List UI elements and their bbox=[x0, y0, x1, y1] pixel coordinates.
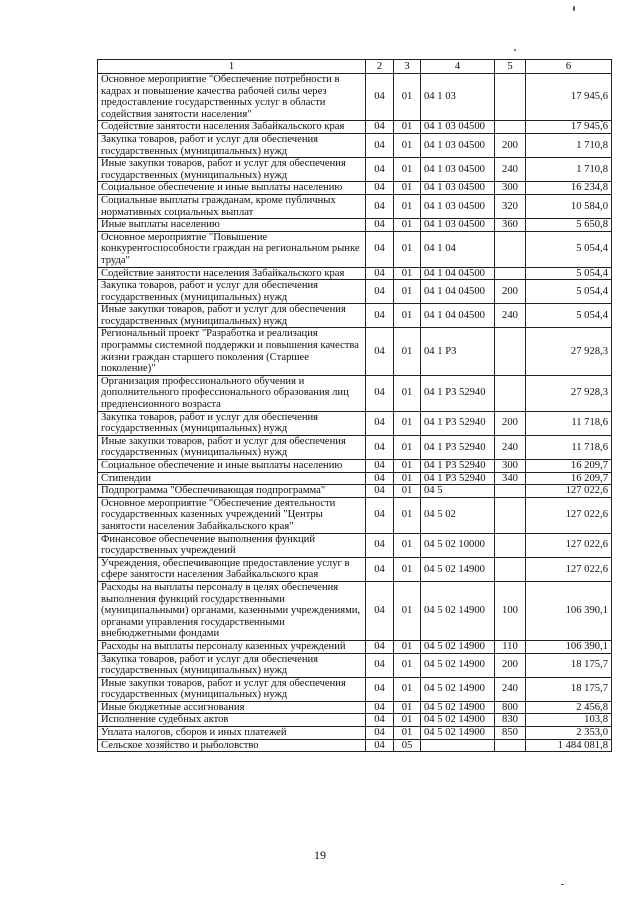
row-expense-type: 320 bbox=[495, 194, 526, 218]
row-expense-type bbox=[495, 533, 526, 557]
table-row bbox=[98, 133, 612, 157]
row-expense-type bbox=[495, 267, 526, 280]
table-row bbox=[98, 74, 612, 121]
row-amount: 18 175,7 bbox=[526, 677, 612, 701]
row-subsection: 01 bbox=[394, 727, 421, 740]
row-subsection: 01 bbox=[394, 460, 421, 473]
header-col-1: 1 bbox=[98, 60, 366, 74]
row-expense-type bbox=[495, 739, 526, 752]
row-name: Иные закупки товаров, работ и услуг для обеспечения государственных (муниципальных) нужд bbox=[98, 435, 366, 459]
scan-speck bbox=[573, 6, 575, 11]
row-subsection: 01 bbox=[394, 267, 421, 280]
row-amount: 1 710,8 bbox=[526, 158, 612, 182]
row-name: Региональный проект "Разработка и реализация программы системной поддержки и повышения качества жизни граждан старшего поколения (Старшее поколение)" bbox=[98, 328, 366, 375]
table-row bbox=[98, 219, 612, 232]
row-target-article: 04 1 04 bbox=[421, 231, 495, 267]
row-name: Расходы на выплаты персоналу в целях обеспечения выполнения функций государственными (муниципальными) органами, казенными учреждениями, органами управления государственными внебюджетными фондами bbox=[98, 581, 366, 640]
row-target-article: 04 1 03 bbox=[421, 74, 495, 121]
row-subsection: 01 bbox=[394, 304, 421, 328]
table-row bbox=[98, 485, 612, 498]
row-target-article: 04 1 P3 52940 bbox=[421, 375, 495, 411]
row-target-article: 04 1 03 04500 bbox=[421, 133, 495, 157]
row-name: Организация профессионального обучения и дополнительного профессионального образования лиц предпенсионного возраста bbox=[98, 375, 366, 411]
row-subsection: 01 bbox=[394, 701, 421, 714]
row-name: Закупка товаров, работ и услуг для обеспечения государственных (муниципальных) нужд bbox=[98, 653, 366, 677]
row-amount: 5 054,4 bbox=[526, 304, 612, 328]
row-subsection: 01 bbox=[394, 497, 421, 533]
row-amount: 5 054,4 bbox=[526, 267, 612, 280]
row-target-article: 04 1 P3 bbox=[421, 328, 495, 375]
table-row bbox=[98, 158, 612, 182]
row-expense-type: 200 bbox=[495, 280, 526, 304]
row-amount: 5 054,4 bbox=[526, 231, 612, 267]
table-row bbox=[98, 182, 612, 195]
table-row bbox=[98, 375, 612, 411]
table-row bbox=[98, 194, 612, 218]
row-target-article: 04 5 02 14900 bbox=[421, 677, 495, 701]
row-subsection: 01 bbox=[394, 485, 421, 498]
row-expense-type bbox=[495, 497, 526, 533]
row-subsection: 01 bbox=[394, 219, 421, 232]
row-name: Социальные выплаты гражданам, кроме публичных нормативных социальных выплат bbox=[98, 194, 366, 218]
row-amount: 11 718,6 bbox=[526, 411, 612, 435]
table-row bbox=[98, 557, 612, 581]
table-row bbox=[98, 304, 612, 328]
budget-table bbox=[97, 59, 612, 752]
row-amount: 10 584,0 bbox=[526, 194, 612, 218]
row-expense-type: 200 bbox=[495, 133, 526, 157]
table-row bbox=[98, 435, 612, 459]
table-row bbox=[98, 653, 612, 677]
row-subsection: 01 bbox=[394, 133, 421, 157]
row-expense-type: 100 bbox=[495, 581, 526, 640]
row-expense-type: 200 bbox=[495, 411, 526, 435]
row-expense-type: 800 bbox=[495, 701, 526, 714]
row-subsection: 01 bbox=[394, 121, 421, 134]
row-expense-type bbox=[495, 375, 526, 411]
row-expense-type bbox=[495, 485, 526, 498]
row-section: 04 bbox=[366, 653, 394, 677]
row-name: Финансовое обеспечение выполнения функций государственных учреждений bbox=[98, 533, 366, 557]
row-section: 04 bbox=[366, 280, 394, 304]
row-section: 04 bbox=[366, 182, 394, 195]
row-name: Социальное обеспечение и иные выплаты населению bbox=[98, 182, 366, 195]
row-target-article: 04 5 bbox=[421, 485, 495, 498]
row-target-article: 04 1 P3 52940 bbox=[421, 435, 495, 459]
row-name: Исполнение судебных актов bbox=[98, 714, 366, 727]
table-row bbox=[98, 727, 612, 740]
row-subsection: 01 bbox=[394, 411, 421, 435]
row-target-article: 04 1 P3 52940 bbox=[421, 411, 495, 435]
table-row bbox=[98, 739, 612, 752]
header-col-6: 6 bbox=[526, 60, 612, 74]
row-subsection: 01 bbox=[394, 231, 421, 267]
row-target-article: 04 5 02 14900 bbox=[421, 727, 495, 740]
row-target-article: 04 1 04 04500 bbox=[421, 267, 495, 280]
row-amount: 27 928,3 bbox=[526, 328, 612, 375]
row-target-article: 04 5 02 14900 bbox=[421, 640, 495, 653]
table-row bbox=[98, 267, 612, 280]
row-target-article: 04 5 02 bbox=[421, 497, 495, 533]
row-name: Уплата налогов, сборов и иных платежей bbox=[98, 727, 366, 740]
row-name: Основное мероприятие "Обеспечение деятельности государственных казенных учреждений "Центры занятости населения Забайкальского края" bbox=[98, 497, 366, 533]
row-name: Основное мероприятие "Обеспечение потребности в кадрах и повышение качества рабочей силы через предоставление государственных услуг в области содействия занятости населения" bbox=[98, 74, 366, 121]
row-section: 04 bbox=[366, 701, 394, 714]
row-name: Иные бюджетные ассигнования bbox=[98, 701, 366, 714]
row-target-article: 04 5 02 14900 bbox=[421, 557, 495, 581]
row-name: Учреждения, обеспечивающие предоставление услуг в сфере занятости населения Забайкальского края bbox=[98, 557, 366, 581]
row-expense-type bbox=[495, 231, 526, 267]
row-target-article: 04 1 P3 52940 bbox=[421, 472, 495, 485]
row-subsection: 01 bbox=[394, 435, 421, 459]
table-row bbox=[98, 411, 612, 435]
table-row bbox=[98, 714, 612, 727]
header-col-2: 2 bbox=[366, 60, 394, 74]
row-name: Иные закупки товаров, работ и услуг для обеспечения государственных (муниципальных) нужд bbox=[98, 304, 366, 328]
row-expense-type: 300 bbox=[495, 460, 526, 473]
row-subsection: 01 bbox=[394, 677, 421, 701]
row-subsection: 05 bbox=[394, 739, 421, 752]
row-target-article: 04 1 04 04500 bbox=[421, 304, 495, 328]
row-amount: 27 928,3 bbox=[526, 375, 612, 411]
header-col-4: 4 bbox=[421, 60, 495, 74]
row-name: Закупка товаров, работ и услуг для обеспечения государственных (муниципальных) нужд bbox=[98, 133, 366, 157]
row-expense-type: 240 bbox=[495, 158, 526, 182]
table-header-row bbox=[98, 60, 612, 74]
row-name: Иные выплаты населению bbox=[98, 219, 366, 232]
row-target-article: 04 5 02 14900 bbox=[421, 714, 495, 727]
row-subsection: 01 bbox=[394, 581, 421, 640]
scan-speck bbox=[561, 884, 564, 885]
row-subsection: 01 bbox=[394, 375, 421, 411]
row-amount: 17 945,6 bbox=[526, 121, 612, 134]
row-subsection: 01 bbox=[394, 472, 421, 485]
row-amount: 16 234,8 bbox=[526, 182, 612, 195]
row-name: Содействие занятости населения Забайкальского края bbox=[98, 267, 366, 280]
row-subsection: 01 bbox=[394, 280, 421, 304]
row-section: 04 bbox=[366, 677, 394, 701]
row-amount: 127 022,6 bbox=[526, 497, 612, 533]
table-row bbox=[98, 328, 612, 375]
row-section: 04 bbox=[366, 557, 394, 581]
row-amount: 106 390,1 bbox=[526, 640, 612, 653]
table-row bbox=[98, 231, 612, 267]
table-row bbox=[98, 640, 612, 653]
row-section: 04 bbox=[366, 328, 394, 375]
row-expense-type bbox=[495, 121, 526, 134]
row-expense-type: 360 bbox=[495, 219, 526, 232]
row-expense-type: 340 bbox=[495, 472, 526, 485]
row-expense-type bbox=[495, 74, 526, 121]
row-target-article: 04 1 03 04500 bbox=[421, 194, 495, 218]
row-section: 04 bbox=[366, 74, 394, 121]
row-target-article: 04 1 03 04500 bbox=[421, 158, 495, 182]
row-name: Сельское хозяйство и рыболовство bbox=[98, 739, 366, 752]
row-subsection: 01 bbox=[394, 653, 421, 677]
table-row bbox=[98, 497, 612, 533]
row-expense-type: 240 bbox=[495, 304, 526, 328]
row-section: 04 bbox=[366, 739, 394, 752]
row-target-article: 04 5 02 14900 bbox=[421, 653, 495, 677]
row-amount: 5 054,4 bbox=[526, 280, 612, 304]
row-amount: 1 484 081,8 bbox=[526, 739, 612, 752]
row-amount: 106 390,1 bbox=[526, 581, 612, 640]
row-expense-type: 300 bbox=[495, 182, 526, 195]
row-section: 04 bbox=[366, 158, 394, 182]
row-name: Закупка товаров, работ и услуг для обеспечения государственных (муниципальных) нужд bbox=[98, 411, 366, 435]
row-amount: 16 209,7 bbox=[526, 460, 612, 473]
row-name: Иные закупки товаров, работ и услуг для обеспечения государственных (муниципальных) нужд bbox=[98, 677, 366, 701]
row-section: 04 bbox=[366, 219, 394, 232]
row-subsection: 01 bbox=[394, 557, 421, 581]
row-name: Стипендии bbox=[98, 472, 366, 485]
row-section: 04 bbox=[366, 460, 394, 473]
row-amount: 11 718,6 bbox=[526, 435, 612, 459]
row-expense-type: 240 bbox=[495, 677, 526, 701]
row-amount: 127 022,6 bbox=[526, 533, 612, 557]
row-section: 04 bbox=[366, 121, 394, 134]
row-amount: 127 022,6 bbox=[526, 485, 612, 498]
row-section: 04 bbox=[366, 231, 394, 267]
row-subsection: 01 bbox=[394, 182, 421, 195]
header-col-5: 5 bbox=[495, 60, 526, 74]
row-subsection: 01 bbox=[394, 714, 421, 727]
row-amount: 17 945,6 bbox=[526, 74, 612, 121]
table-row bbox=[98, 280, 612, 304]
row-name: Расходы на выплаты персоналу казенных учреждений bbox=[98, 640, 366, 653]
row-amount: 2 456,8 bbox=[526, 701, 612, 714]
table-row bbox=[98, 121, 612, 134]
row-expense-type: 110 bbox=[495, 640, 526, 653]
row-amount: 18 175,7 bbox=[526, 653, 612, 677]
header-col-3: 3 bbox=[394, 60, 421, 74]
table-row bbox=[98, 460, 612, 473]
row-expense-type: 830 bbox=[495, 714, 526, 727]
row-subsection: 01 bbox=[394, 158, 421, 182]
row-amount: 2 353,0 bbox=[526, 727, 612, 740]
row-target-article: 04 5 02 14900 bbox=[421, 701, 495, 714]
row-section: 04 bbox=[366, 375, 394, 411]
row-expense-type bbox=[495, 557, 526, 581]
row-subsection: 01 bbox=[394, 533, 421, 557]
row-target-article: 04 1 P3 52940 bbox=[421, 460, 495, 473]
row-expense-type: 240 bbox=[495, 435, 526, 459]
row-name: Закупка товаров, работ и услуг для обеспечения государственных (муниципальных) нужд bbox=[98, 280, 366, 304]
row-amount: 5 650,8 bbox=[526, 219, 612, 232]
row-target-article: 04 5 02 14900 bbox=[421, 581, 495, 640]
page-number: 19 bbox=[314, 848, 326, 862]
table-row bbox=[98, 581, 612, 640]
row-expense-type bbox=[495, 328, 526, 375]
row-subsection: 01 bbox=[394, 194, 421, 218]
row-target-article: 04 5 02 10000 bbox=[421, 533, 495, 557]
row-section: 04 bbox=[366, 714, 394, 727]
table-row bbox=[98, 533, 612, 557]
row-section: 04 bbox=[366, 497, 394, 533]
row-section: 04 bbox=[366, 581, 394, 640]
row-section: 04 bbox=[366, 133, 394, 157]
row-section: 04 bbox=[366, 485, 394, 498]
row-amount: 16 209,7 bbox=[526, 472, 612, 485]
table-row bbox=[98, 677, 612, 701]
table-row bbox=[98, 701, 612, 714]
scan-speck bbox=[514, 49, 516, 51]
row-section: 04 bbox=[366, 435, 394, 459]
row-section: 04 bbox=[366, 727, 394, 740]
row-name: Содействие занятости населения Забайкальского края bbox=[98, 121, 366, 134]
row-subsection: 01 bbox=[394, 74, 421, 121]
row-section: 04 bbox=[366, 472, 394, 485]
row-target-article: 04 1 04 04500 bbox=[421, 280, 495, 304]
row-name: Иные закупки товаров, работ и услуг для обеспечения государственных (муниципальных) нужд bbox=[98, 158, 366, 182]
row-target-article bbox=[421, 739, 495, 752]
row-section: 04 bbox=[366, 194, 394, 218]
row-section: 04 bbox=[366, 411, 394, 435]
table-row bbox=[98, 472, 612, 485]
row-amount: 1 710,8 bbox=[526, 133, 612, 157]
row-amount: 103,8 bbox=[526, 714, 612, 727]
row-target-article: 04 1 03 04500 bbox=[421, 121, 495, 134]
row-subsection: 01 bbox=[394, 640, 421, 653]
row-target-article: 04 1 03 04500 bbox=[421, 182, 495, 195]
row-section: 04 bbox=[366, 267, 394, 280]
row-name: Основное мероприятие "Повышение конкурентоспособности граждан на региональном рынке труда" bbox=[98, 231, 366, 267]
row-section: 04 bbox=[366, 533, 394, 557]
row-name: Социальное обеспечение и иные выплаты населению bbox=[98, 460, 366, 473]
row-expense-type: 850 bbox=[495, 727, 526, 740]
row-name: Подпрограмма "Обеспечивающая подпрограмма" bbox=[98, 485, 366, 498]
row-expense-type: 200 bbox=[495, 653, 526, 677]
row-target-article: 04 1 03 04500 bbox=[421, 219, 495, 232]
row-subsection: 01 bbox=[394, 328, 421, 375]
row-amount: 127 022,6 bbox=[526, 557, 612, 581]
row-section: 04 bbox=[366, 640, 394, 653]
row-section: 04 bbox=[366, 304, 394, 328]
